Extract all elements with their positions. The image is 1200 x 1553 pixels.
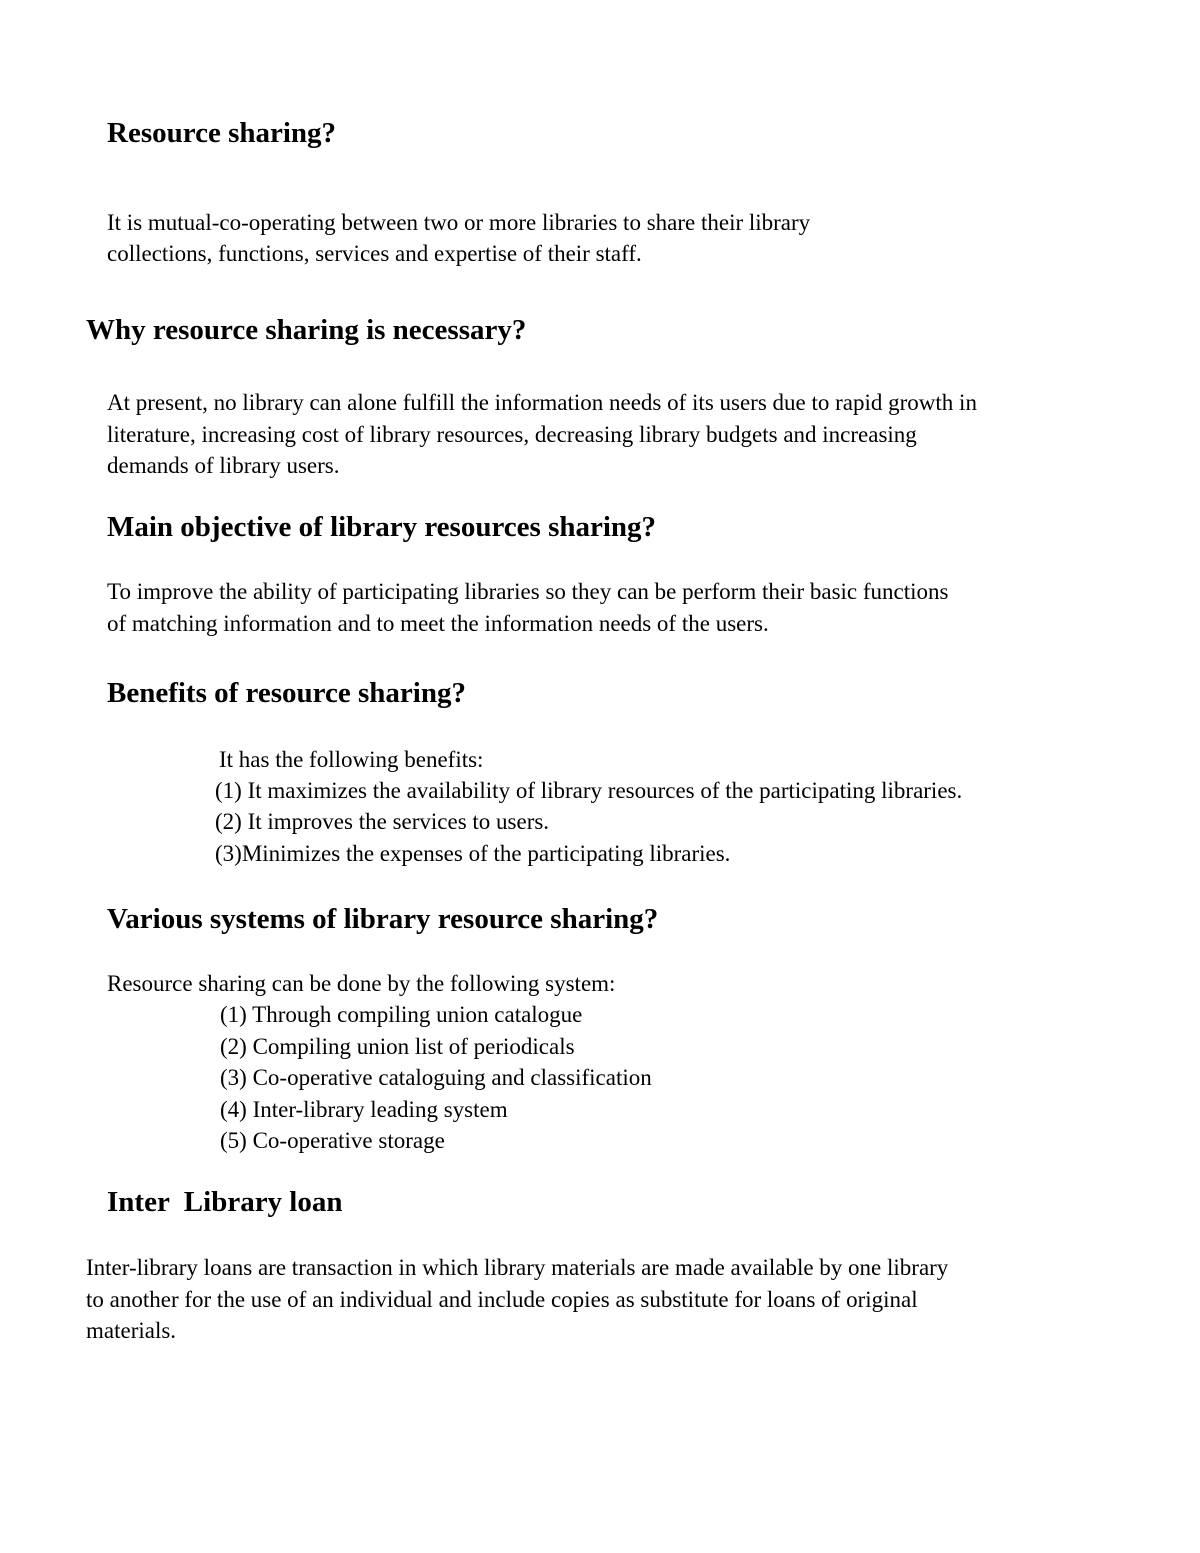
list-intro: Resource sharing can be done by the following system: [107, 971, 616, 996]
paragraph-line: collections, functions, services and expertise of their staff. [107, 241, 642, 266]
paragraph-line: demands of library users. [107, 453, 340, 478]
list-item: (5) Co-operative storage [220, 1128, 445, 1153]
paragraph-line: Inter-library loans are transaction in which library materials are made available by one library [86, 1255, 949, 1280]
list-item: (3)Minimizes the expenses of the participating libraries. [215, 841, 731, 866]
heading-why-necessary: Why resource sharing is necessary? [86, 314, 527, 346]
paragraph-line: literature, increasing cost of library resources, decreasing library budgets and increasing [107, 422, 917, 447]
paragraph-line: of matching information and to meet the information needs of the users. [107, 611, 769, 636]
list-item: (2) It improves the services to users. [215, 809, 550, 834]
heading-various-systems: Various systems of library resource sharing? [107, 903, 659, 935]
paragraph-line: to another for the use of an individual and include copies as substitute for loans of original [86, 1287, 918, 1312]
list-item: (2) Compiling union list of periodicals [220, 1034, 575, 1059]
paragraph-line: At present, no library can alone fulfill the information needs of its users due to rapid growth in [107, 390, 977, 415]
list-item: (4) Inter-library leading system [220, 1097, 508, 1122]
list-item: (1) Through compiling union catalogue [220, 1002, 583, 1027]
heading-benefits: Benefits of resource sharing? [107, 677, 466, 709]
paragraph-line: It is mutual-co-operating between two or more libraries to share their library [107, 210, 811, 235]
paragraph-line: To improve the ability of participating libraries so they can be perform their basic functions [107, 579, 949, 604]
heading-resource-sharing: Resource sharing? [107, 117, 337, 149]
paragraph-line: materials. [86, 1318, 177, 1343]
list-intro: It has the following benefits: [219, 747, 484, 772]
list-item: (3) Co-operative cataloguing and classification [220, 1065, 652, 1090]
list-item: (1) It maximizes the availability of library resources of the participating libraries. [215, 778, 963, 803]
heading-main-objective: Main objective of library resources sharing? [107, 511, 657, 543]
heading-inter-library-loan: Inter Library loan [107, 1186, 343, 1218]
